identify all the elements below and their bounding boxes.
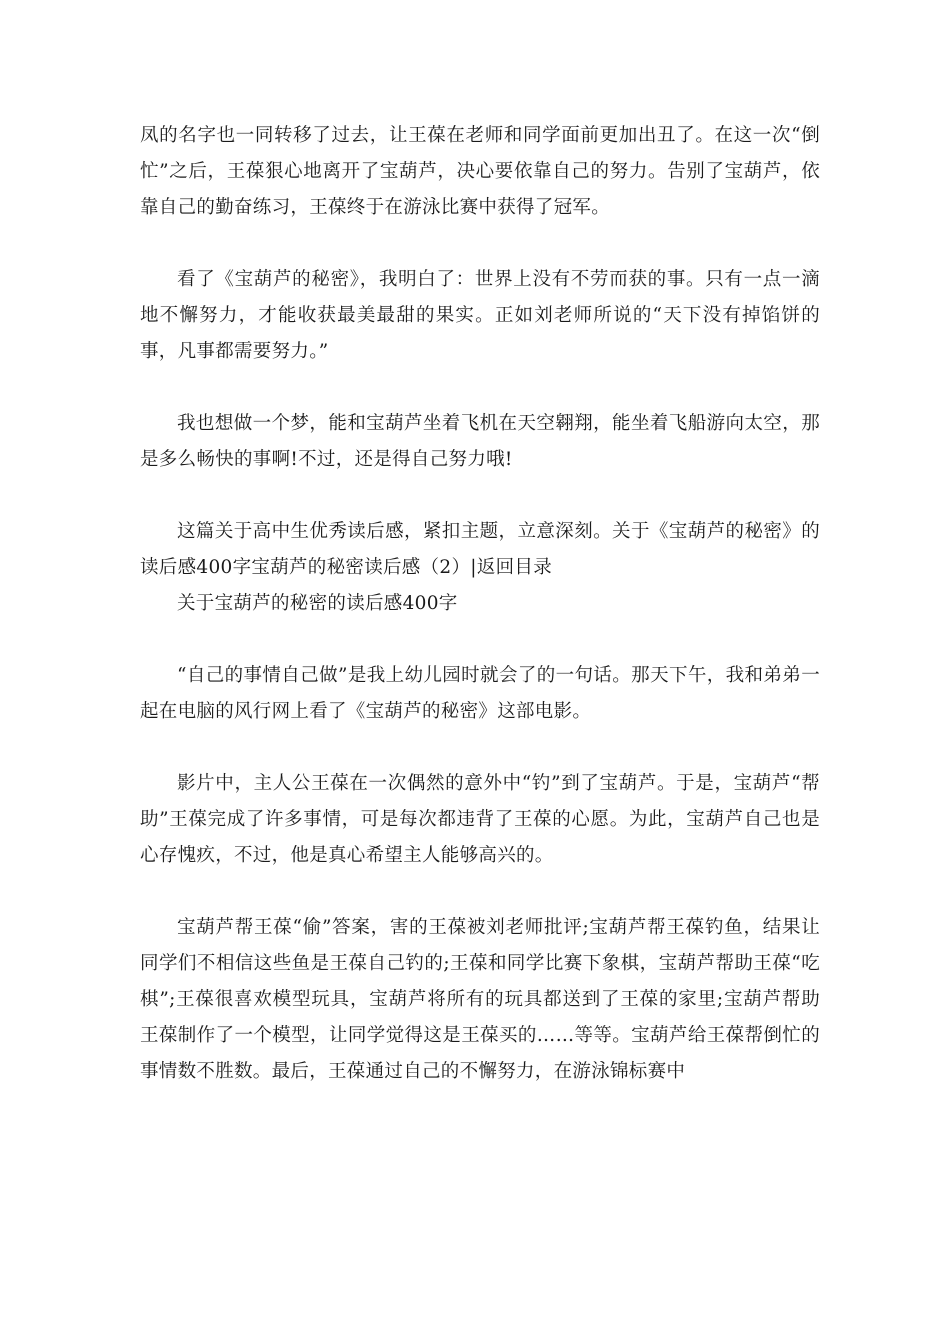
section-subheading: 关于宝葫芦的秘密的读后感400字: [177, 593, 458, 614]
paragraph-gap: [140, 730, 820, 766]
paragraph-gap: [140, 226, 820, 262]
back-to-contents-link[interactable]: |返回目录: [470, 557, 553, 578]
paragraph-7: 宝葫芦帮王葆“偷”答案，害的王葆被刘老师批评;宝葫芦帮王葆钓鱼，结果让同学们不相信这些鱼是王葆自己钓的;王葆和同学比赛下象棋，宝葫芦帮助王葆“吃棋”;王葆很喜欢模型玩具，宝葫芦将所有的玩具都送到了王葆的家里;宝葫芦帮助王葆制作了一个模型，让同学觉得这是王葆买的……等等。宝葫芦给王葆帮倒忙的事情数不胜数。最后，王葆通过自己的不懈努力，在游泳锦标赛中: [140, 917, 820, 1082]
paragraph-3: 我也想做一个梦，能和宝葫芦坐着飞机在天空翱翔，能坐着飞船游向太空，那是多么畅快的事啊!不过，还是得自己努力哦!: [140, 413, 820, 470]
paragraph-gap: [140, 874, 820, 910]
paragraph-6: 影片中，主人公王葆在一次偶然的意外中“钓”到了宝葫芦。于是，宝葫芦“帮助”王葆完成了许多事情，可是每次都违背了王葆的心愿。为此，宝葫芦自己也是心存愧疚，不过，他是真心希望主人能够高兴的。: [140, 773, 820, 866]
paragraph-2: 看了《宝葫芦的秘密》，我明白了：世界上没有不劳而获的事。只有一点一滴地不懈努力，才能收获最美最甜的果实。正如刘老师所说的“天下没有掉馅饼的事，凡事都需要努力。”: [140, 269, 820, 362]
paragraph-gap: [140, 370, 820, 406]
paragraph-4: [140, 514, 820, 586]
paragraph-1: 凤的名字也一同转移了过去，让王葆在老师和同学面前更加出丑了。在这一次“倒忙”之后，王葆狠心地离开了宝葫芦，决心要依靠自己的努力。告别了宝葫芦，依靠自己的勤奋练习，王葆终于在游泳比赛中获得了冠军。: [140, 125, 820, 218]
paragraph-gap: [140, 622, 820, 658]
paragraph-4-text: 这篇关于高中生优秀读后感，紧扣主题，立意深刻。关于《宝葫芦的秘密》的读后感400字宝葫芦的秘密读后感（2）: [140, 521, 820, 578]
paragraph-gap: [140, 478, 820, 514]
paragraph-5: “自己的事情自己做”是我上幼儿园时就会了的一句话。那天下午，我和弟弟一起在电脑的风行网上看了《宝葫芦的秘密》这部电影。: [140, 665, 820, 722]
document-body: [140, 118, 820, 1090]
